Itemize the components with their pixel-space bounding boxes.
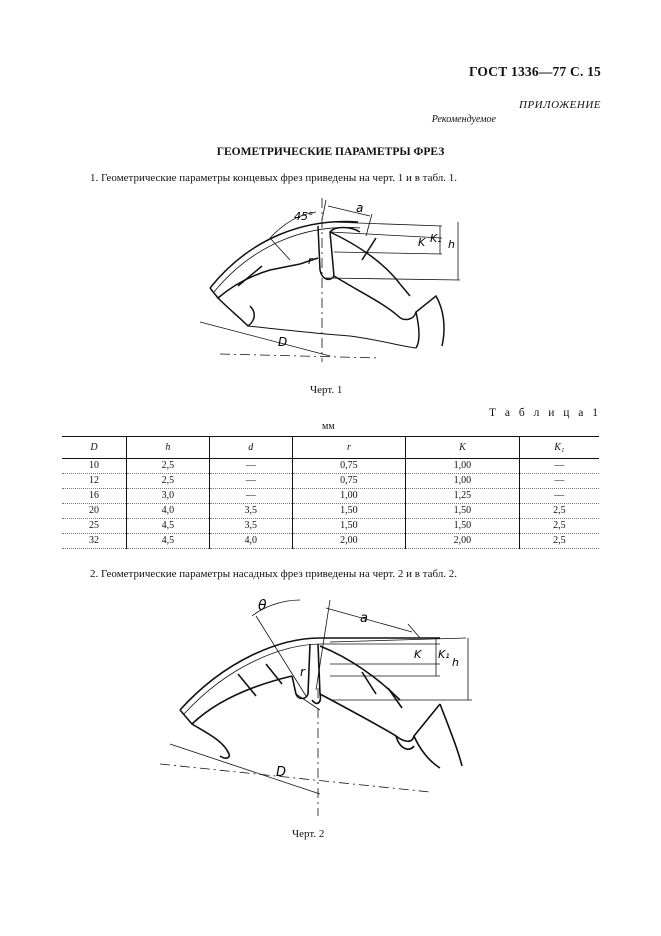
figure-1-drawing xyxy=(0,0,661,380)
fig1-label-angle: 45° xyxy=(294,210,314,223)
cell: 1,50 xyxy=(292,504,406,519)
table-row xyxy=(62,459,599,474)
figure-1-caption: Черт. 1 xyxy=(310,384,343,396)
cell: 2,5 xyxy=(519,519,599,534)
cell: 4,5 xyxy=(126,534,209,549)
cell: 1,25 xyxy=(406,489,520,504)
cell: 2,00 xyxy=(292,534,406,549)
cell: 2,5 xyxy=(126,474,209,489)
header-D: D xyxy=(62,437,126,459)
cell: 4,0 xyxy=(209,534,292,549)
fig1-gullet-2 xyxy=(334,276,444,346)
fig1-break-line xyxy=(248,326,416,348)
fig1-label-a: a xyxy=(356,201,364,215)
cell: 2,5 xyxy=(519,534,599,549)
cell: 1,00 xyxy=(406,459,520,474)
fig1-tooth-flute xyxy=(238,266,262,286)
cell: 1,50 xyxy=(406,519,520,534)
cell: — xyxy=(209,459,292,474)
cell: 3,5 xyxy=(209,519,292,534)
fig1-outer-arc-inner xyxy=(214,227,360,292)
header-r: r xyxy=(292,437,406,459)
cell: 3,0 xyxy=(126,489,209,504)
cell: 12 xyxy=(62,474,126,489)
fig1-label-h: h xyxy=(448,238,455,251)
fig1-label-D: D xyxy=(278,335,288,349)
section-title: ГЕОМЕТРИЧЕСКИЕ ПАРАМЕТРЫ ФРЕЗ xyxy=(216,146,445,158)
table-row xyxy=(62,534,599,549)
cell: 25 xyxy=(62,519,126,534)
cell: 20 xyxy=(62,504,126,519)
cell: — xyxy=(519,459,599,474)
fig2-label-K1: K₁ xyxy=(438,648,450,661)
header-d: d xyxy=(209,437,292,459)
table-header-row xyxy=(62,437,599,459)
page-header: ГОСТ 1336—77 С. 15 xyxy=(468,64,601,79)
fig2-label-D: D xyxy=(276,765,287,780)
cell: 16 xyxy=(62,489,126,504)
fig1-label-K: K xyxy=(418,236,426,249)
fig2-label-angle: θ xyxy=(258,598,267,614)
table-1-caption: Т а б л и ц а 1 xyxy=(488,407,601,419)
table-row xyxy=(62,474,599,489)
appendix-label: ПРИЛОЖЕНИЕ xyxy=(519,99,601,111)
cell: 10 xyxy=(62,459,126,474)
cell: 2,5 xyxy=(126,459,209,474)
table-row xyxy=(62,504,599,519)
cell: 1,50 xyxy=(406,504,520,519)
cell: 2,00 xyxy=(406,534,520,549)
fig2-outer-arc-inner xyxy=(184,644,440,714)
cell: — xyxy=(209,474,292,489)
figure-2-caption: Черт. 2 xyxy=(292,828,325,840)
fig2-gullet-2 xyxy=(320,694,440,741)
fig2-tooth-1 xyxy=(180,676,292,724)
cell: 32 xyxy=(62,534,126,549)
cell: 1,00 xyxy=(292,489,406,504)
table-row xyxy=(62,519,599,534)
cell: — xyxy=(519,489,599,504)
fig2-label-r: r xyxy=(300,665,305,679)
fig1-label-r: r xyxy=(308,254,313,267)
cell: 1,00 xyxy=(406,474,520,489)
table-1 xyxy=(62,436,599,549)
cell: 4,0 xyxy=(126,504,209,519)
fig1-label-K1: K₁ xyxy=(430,232,442,245)
fig2-label-K: K xyxy=(414,648,422,661)
appendix-status: Рекомендуемое xyxy=(431,114,496,125)
fig1-tooth-hatch xyxy=(362,238,376,260)
fig2-tooth-2-face xyxy=(320,646,400,700)
cell: 0,75 xyxy=(292,474,406,489)
fig2-label-h: h xyxy=(452,656,459,669)
cell: 1,50 xyxy=(292,519,406,534)
fig2-tooth-2 xyxy=(312,644,320,703)
fig2-hatch-2 xyxy=(362,672,376,694)
table-1-units: мм xyxy=(322,421,335,432)
table-row xyxy=(62,489,599,504)
paragraph-1: 1. Геометрические параметры концевых фрез приведены на черт. 1 и в табл. 1. xyxy=(90,172,458,184)
cell: 0,75 xyxy=(292,459,406,474)
figure-2-drawing xyxy=(0,580,661,820)
header-K: K xyxy=(406,437,520,459)
fig1-bottom-left xyxy=(218,298,254,326)
cell: 4,5 xyxy=(126,519,209,534)
paragraph-2: 2. Геометрические параметры насадных фрез приведены на черт. 2 и в табл. 2. xyxy=(90,568,458,580)
cell: 2,5 xyxy=(519,504,599,519)
fig2-label-a: a xyxy=(360,611,368,626)
cell: — xyxy=(209,489,292,504)
cell: 3,5 xyxy=(209,504,292,519)
cell: — xyxy=(519,474,599,489)
header-h: h xyxy=(126,437,209,459)
fig1-tooth-2-back xyxy=(330,232,400,284)
header-K1: K₁ xyxy=(519,437,599,459)
